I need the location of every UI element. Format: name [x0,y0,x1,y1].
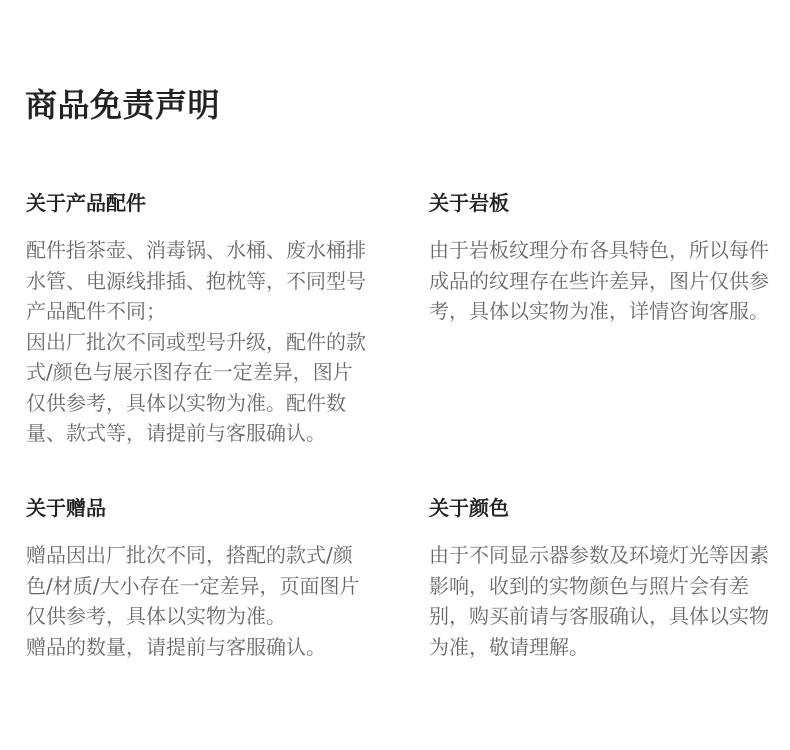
section-heading-color: 关于颜色 [429,496,509,520]
section-body-color [429,540,769,662]
section-heading-gifts: 关于赠品 [26,496,106,520]
paragraph: 因出厂批次不同或型号升级，配件的款式/颜色与展示图存在一定差异，图片仅供参考，具体以实物为准。配件数量、款式等，请提前与客服确认。 [26,329,366,445]
section-gifts [26,494,378,662]
paragraph: 赠品因出厂批次不同，搭配的款式/颜色/材质/大小存在一定差异，页面图片仅供参考，具体以实物为准。 [26,543,360,628]
section-body-stone-slab [429,235,769,327]
paragraph: 由于不同显示器参数及环境灯光等因素影响，收到的实物颜色与照片会有差别，购买前请与客服确认，具体以实物为准，敬请理解。 [429,543,769,659]
section-body-gifts [26,540,378,662]
paragraph: 由于岩板纹理分布各具特色，所以每件成品的纹理存在些许差异，图片仅供参考，具体以实物为准，详情咨询客服。 [429,238,769,323]
section-body-accessories [26,235,372,449]
paragraph: 赠品的数量，请提前与客服确认。 [26,634,326,659]
paragraph: 配件指茶壶、消毒锅、水桶、废水桶排水管、电源线排插、抱枕等，不同型号产品配件不同； [26,238,366,323]
page-title: 商品免责声明 [25,86,221,124]
section-stone-slab [429,189,769,327]
section-color [429,494,769,662]
section-heading-accessories: 关于产品配件 [26,191,146,215]
section-heading-stone-slab: 关于岩板 [429,191,509,215]
section-accessories [26,189,372,449]
